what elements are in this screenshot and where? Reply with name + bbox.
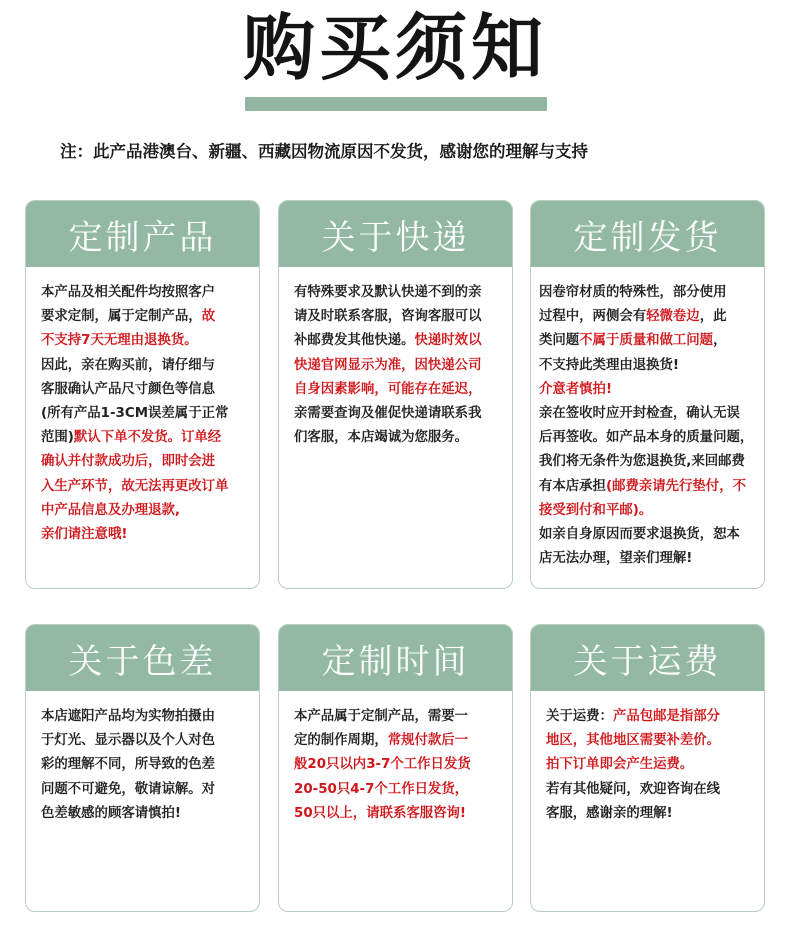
highlight-text: 50只以上，请联系客服咨询! (294, 805, 467, 821)
body-text: 类问题 (539, 333, 580, 349)
highlight-text: 般20只以内3-7个工作日发货 (294, 757, 471, 773)
title-underline-bar (245, 97, 547, 111)
card-line (539, 426, 760, 450)
card-custom-product (25, 200, 260, 589)
card-body (279, 691, 512, 826)
card-line (546, 729, 756, 753)
highlight-text: 确认并付款成功后，即时会进 (41, 454, 216, 470)
card-line (539, 354, 760, 378)
card-line (546, 778, 756, 802)
highlight-text: 20-50只4-7个工作日发货， (294, 781, 469, 797)
highlight-text: 不支持7天无理由退换货。 (41, 333, 198, 349)
body-text: 们客服，本店竭诚为您服务。 (294, 430, 469, 446)
card-line (539, 475, 760, 499)
body-text: 后再签收。如产品本身的质量问题， (539, 430, 754, 446)
card-line (546, 705, 756, 729)
body-text: 关于运费： (546, 709, 613, 724)
body-text: 本产品属于定制产品，需要一 (294, 709, 469, 724)
card-about-express (278, 200, 513, 589)
card-line (41, 705, 251, 729)
card-custom-shipping (530, 200, 765, 589)
card-body (531, 267, 764, 571)
shipping-notice: 注：此产品港澳台、新疆、西藏因物流原因不发货，感谢您的理解与支持 (60, 142, 588, 161)
card-title: 定制发货 (531, 201, 764, 267)
body-text: 若有其他疑问，欢迎咨询在线 (546, 781, 721, 797)
highlight-text: 亲们请注意哦! (41, 527, 128, 543)
body-text: 有本店承担 (539, 478, 606, 494)
card-body (531, 691, 764, 826)
page-title: 购买须知 (242, 6, 547, 90)
body-text: 客服确认产品尺寸颜色等信息 (41, 381, 216, 397)
card-line (41, 329, 251, 353)
card-title: 关于快递 (279, 201, 512, 267)
card-line (539, 499, 760, 523)
card-body (279, 267, 512, 450)
card-line (294, 378, 504, 402)
card-body (26, 267, 259, 547)
card-line (539, 402, 760, 426)
highlight-text: 默认下单不发货。订单经 (73, 430, 222, 446)
body-text: 不支持此类理由退换货! (539, 357, 680, 373)
card-body (26, 691, 259, 826)
card-line (41, 802, 251, 826)
body-text: 如亲自身原因而要求退换货，恕本 (539, 527, 740, 543)
highlight-text: 介意者慎拍! (539, 381, 613, 397)
card-line (539, 547, 760, 571)
card-line (41, 523, 251, 547)
card-line (41, 475, 251, 499)
card-line (294, 305, 504, 329)
card-line (539, 450, 760, 474)
card-title: 定制产品 (26, 201, 259, 267)
highlight-text: 产品包邮是指部分 (612, 709, 721, 724)
card-line (41, 499, 251, 523)
body-text: 范围) (41, 430, 74, 446)
card-line (41, 281, 251, 305)
card-line (539, 378, 760, 402)
highlight-text: 常规付款后一 (387, 733, 469, 749)
card-line (41, 426, 251, 450)
card-line (41, 354, 251, 378)
body-text: 彩的理解不同，所导致的色差 (41, 757, 216, 773)
highlight-text: 地区，其他地区需要补差价。 (546, 733, 721, 749)
body-text: 本产品及相关配件均按照客户 (41, 285, 216, 300)
highlight-text: 快递官网显示为准，因快递公司 (294, 357, 482, 373)
card-custom-time (278, 624, 513, 912)
card-line (41, 378, 251, 402)
highlight-text: 拍下订单即会产生运费。 (546, 757, 694, 773)
card-line (546, 753, 756, 777)
card-line (41, 778, 251, 802)
card-line (41, 402, 251, 426)
highlight-text: 中产品信息及办理退款, (41, 502, 180, 518)
card-title: 关于运费 (531, 625, 764, 691)
highlight-text: 轻微卷边 (646, 309, 700, 325)
card-title: 关于色差 (26, 625, 259, 691)
card-line (41, 729, 251, 753)
body-text: 定的制作周期， (294, 733, 388, 749)
body-text: 亲需要查询及催促快递请联系我 (294, 406, 482, 422)
card-line (294, 729, 504, 753)
card-title: 定制时间 (279, 625, 512, 691)
card-line (539, 329, 760, 353)
body-text: 于灯光、显示器以及个人对色 (41, 733, 216, 749)
card-line (294, 802, 504, 826)
body-text: 本店遮阳产品均为实物拍摄由 (41, 709, 216, 724)
card-line (41, 450, 251, 474)
body-text: 色差敏感的顾客请慎拍! (41, 805, 182, 821)
highlight-text: 不属于质量和做工问题 (579, 333, 714, 349)
highlight-text: 入生产环节，故无法再更改订单 (41, 478, 229, 494)
card-line (41, 305, 251, 329)
body-text: ， (713, 333, 727, 349)
body-text: (所有产品1-3CM误差属于正常 (41, 406, 229, 422)
card-line (294, 778, 504, 802)
card-line (41, 753, 251, 777)
card-line (294, 705, 504, 729)
card-line (294, 753, 504, 777)
highlight-text: 快递时效以 (414, 333, 482, 349)
body-text: 有特殊要求及默认快递不到的亲 (294, 285, 482, 300)
card-line (539, 305, 760, 329)
card-color-difference (25, 624, 260, 912)
body-text: 我们将无条件为您退换货,来回邮费 (539, 454, 745, 470)
body-text: 过程中，两侧会有 (539, 309, 647, 325)
body-text: 因此，亲在购买前，请仔细与 (41, 357, 216, 373)
highlight-text: (邮费亲请先行垫付，不 (605, 478, 746, 494)
body-text: 补邮费发其他快递。 (294, 333, 415, 349)
card-about-shipping-fee (530, 624, 765, 912)
highlight-text: 故 (201, 309, 216, 325)
body-text: 因卷帘材质的特殊性，部分使用 (539, 285, 727, 300)
card-line (294, 426, 504, 450)
body-text: 店无法办理，望亲们理解! (539, 551, 693, 567)
body-text: 亲在签收时应开封检查，确认无误 (539, 406, 740, 422)
body-text: 请及时联系客服，咨询客服可以 (294, 309, 482, 325)
card-line (546, 802, 756, 826)
card-line (294, 354, 504, 378)
card-line (294, 281, 504, 305)
body-text: 要求定制，属于定制产品， (41, 309, 202, 325)
body-text: ，此 (699, 309, 727, 325)
highlight-text: 接受到付和平邮)。 (539, 502, 653, 518)
highlight-text: 自身因素影响，可能存在延迟， (294, 381, 482, 397)
body-text: 客服，感谢亲的理解! (546, 805, 673, 821)
card-line (539, 523, 760, 547)
body-text: 问题不可避免，敬请谅解。对 (41, 781, 216, 797)
card-line (539, 281, 760, 305)
card-line (294, 402, 504, 426)
card-line (294, 329, 504, 353)
